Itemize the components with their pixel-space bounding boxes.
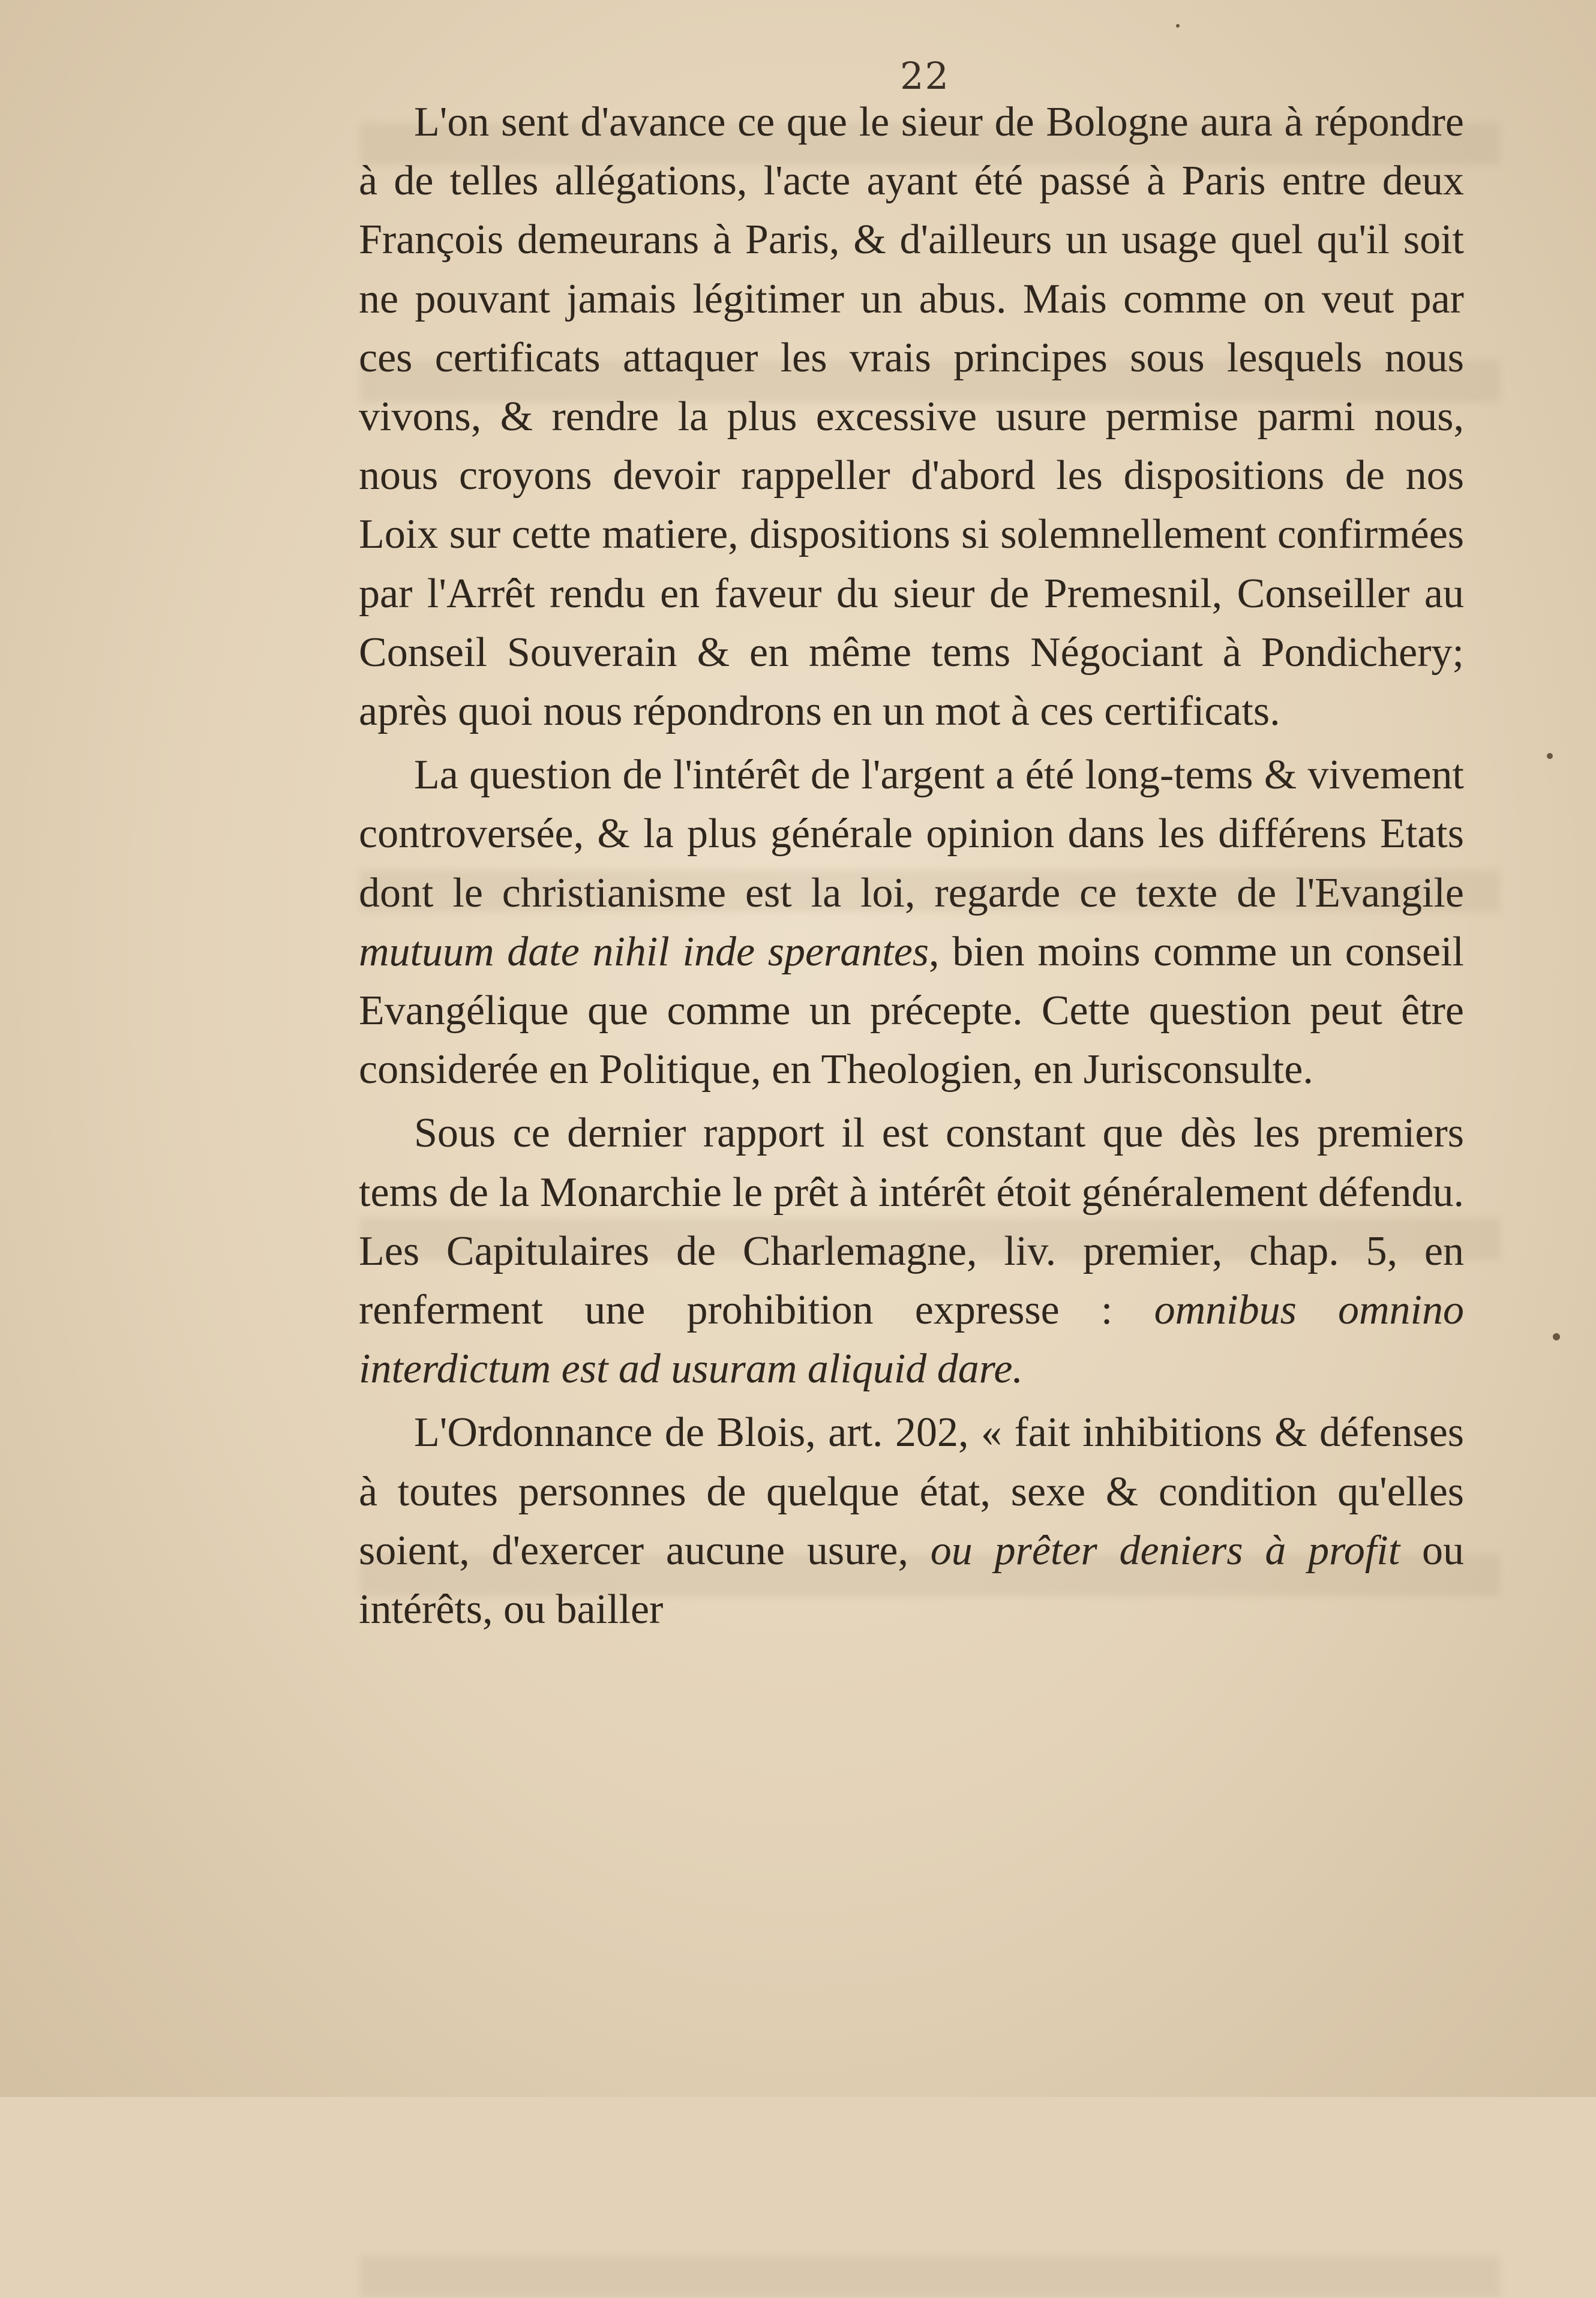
latin-quotation: omnibus omnino interdictum est ad usuram aliquid dare. [359,1287,1464,1393]
paragraph-text: Sous ce dernier rapport il est constant que dès les premiers tems de la Monarchie le prêt à intérêt étoit généralement défendu. Les Capitulaires de Charlemagne, liv. premier, chap. 5, en renferment une prohibition expresse : [359,1110,1464,1334]
paragraph-1 [359,93,1464,741]
paragraph-text: L'Ordonnance de Blois, art. 202, « fait inhibitions & défenses à toutes personnes de quelque état, sexe & condition qu'elles soient, d'exercer aucune usure, [359,1409,1464,1574]
paragraph-4 [359,1403,1464,1639]
page-number: 22 [900,54,950,98]
body-text [359,93,1464,1639]
paragraph-2 [359,746,1464,1099]
paragraph-3 [359,1104,1464,1399]
latin-quotation: mutuum date nihil inde sperantes [359,928,929,975]
paper-speck [1176,24,1180,28]
paragraph-text: ou intérêts, ou bailler [359,1527,1464,1633]
italic-phrase: ou prêter deniers à profit [930,1527,1400,1574]
paragraph-text: La question de l'intérêt de l'argent a été long-tems & vivement controversée, & la plus générale opinion dans les différens Etats dont le christianisme est la loi, regarde ce texte de l'Evangile [359,752,1464,916]
paragraph-text: , bien moins comme un conseil Evangélique que comme un précepte. Cette question peut être considerée en Politique, en Theologien, en Jurisconsulte. [359,928,1465,1093]
paper-speck [1547,753,1553,759]
bleed-through-shadow [360,2256,1500,2298]
paper-speck [1553,1333,1560,1340]
paragraph-text: L'on sent d'avance ce que le sieur de Bologne aura à répondre à de telles allégations, l'acte ayant été passé à Paris entre deux François demeurans à Paris, & d'ailleurs un usage quel qu'il soit ne pouvant jamais légitimer un abus. Mais comme on veut par ces certificats attaquer les vrais principes sous lesquels nous vivons, & rendre la plus excessive usure permise parmi nous, nous croyons devoir rappeller d'abord les dispositions de nos Loix sur cette matiere, dispositions si solemnellement confirmées par l'Arrêt rendu en faveur du sieur de Premesnil, Conseiller au Conseil Souverain & en même tems Négociant à Pondichery; après quoi nous répondrons en un mot à ces certificats. [359,99,1464,735]
